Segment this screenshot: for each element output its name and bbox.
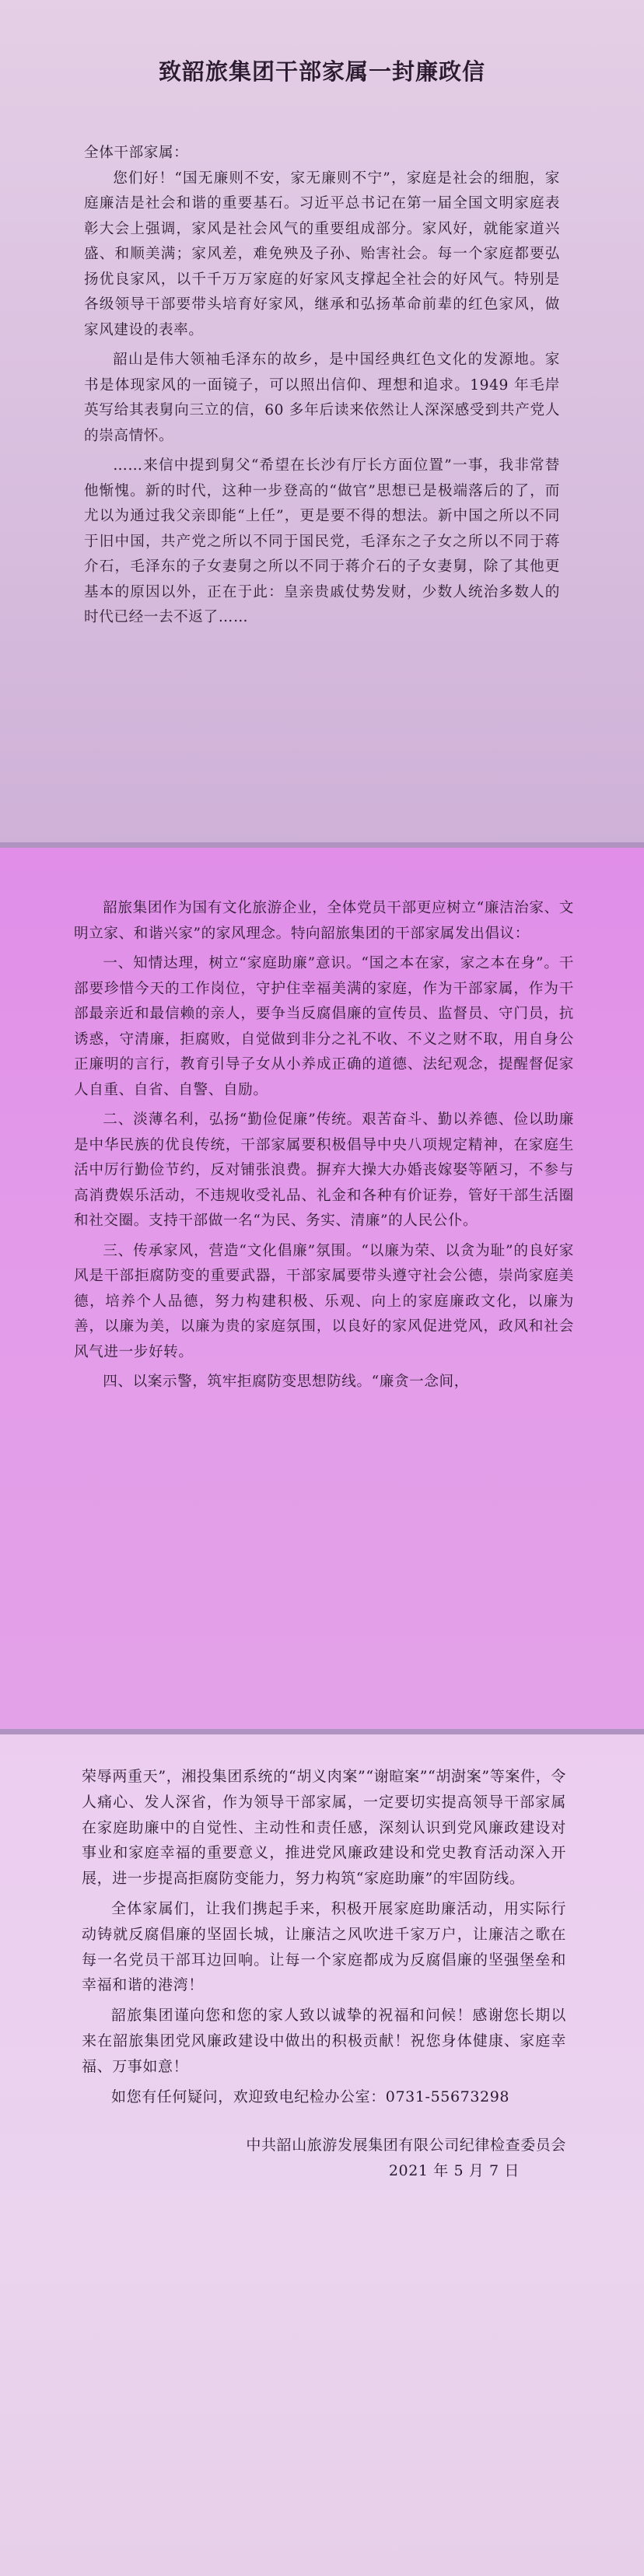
- letter-title: 致韶旅集团干部家属一封廉政信: [158, 58, 485, 85]
- contact-line: 如您有任何疑问，欢迎致电纪检办公室：0731-55673298: [111, 2088, 510, 2105]
- paragraph: 您们好！“国无廉则不安，家无廉则不宁”，家庭是社会的细胞，家庭廉洁是社会和谐的重要基石。习近平总书记在第一届全国文明家庭表彰大会上强调，家风是社会风气的重要组成部分。家风好，就能家道兴盛、和顺美满；家风差，难免殃及子孙、贻害社会。每一个家庭都要弘扬优良家风，以千千万万家庭的好家风支撑起全社会的好风气。特别是各级领导干部要带头培育好家风，继承和弘扬革命前辈的红色家风，做家风建设的表率。: [84, 170, 560, 338]
- letter-page-1: [0, 0, 644, 848]
- initiative-item-4: 四、以案示警，筑牢拒腐防变思想防线。“廉贪一念间，: [103, 1374, 469, 1390]
- greeting: 全体干部家属：: [84, 145, 189, 161]
- initiative-item-2: 二、淡薄名利，弘扬“勤俭促廉”传统。艰苦奋斗、勤以养德、俭以助廉是中华民族的优良传统，干部家属要积极倡导中央八项规定精神，在家庭生活中厉行勤俭节约，反对铺张浪费。摒弃大操大办婚丧嫁娶等陋习，不参与高消费娱乐活动，不违规收受礼品、礼金和各种有价证券，管好干部生活圈和社交圈。支持干部做一名“为民、务实、清廉”的人民公仆。: [74, 1111, 574, 1229]
- initiative-item-3: 三、传承家风，营造“文化倡廉”氛围。“以廉为荣、以贪为耻”的良好家风是干部拒腐防变的重要武器，干部家属要带头遵守社会公德，崇尚家庭美德，培养个人品德，努力构建积极、乐观、向上的家庭廉政文化，以廉为善，以廉为美，以廉为贵的家庭氛围，以良好的家风促进党风，政风和社会风气进一步好转。: [74, 1242, 574, 1360]
- paragraph: 韶旅集团谨向您和您的家人致以诚挚的祝福和问候！感谢您长期以来在韶旅集团党风廉政建设中做出的积极贡献！祝您身体健康、家庭幸福、万事如意！: [82, 2007, 566, 2075]
- letter-date: 2021 年 5 月 7 日: [388, 2162, 520, 2180]
- letter-page-2: [0, 848, 644, 1734]
- signature: 中共韶山旅游发展集团有限公司纪律检查委员会: [246, 2137, 566, 2154]
- paragraph: 韶山是伟大领袖毛泽东的故乡，是中国经典红色文化的发源地。家书是体现家风的一面镜子，可以照出信仰、理想和追求。1949 年毛岸英写给其表舅向三立的信，60 多年后读来依然让人深深感受到共产党人的崇高情怀。: [84, 352, 560, 444]
- paragraph: 全体家属们，让我们携起手来，积极开展家庭助廉活动，用实际行动铸就反腐倡廉的坚固长城，让廉洁之风吹进千家万户，让廉洁之歌在每一名党员干部耳边回响。让每一个家庭都成为反腐倡廉的坚强堡垒和幸福和谐的港湾！: [82, 1899, 566, 1994]
- initiative-item-1: 一、知情达理，树立“家庭助廉”意识。“国之本在家，家之本在身”。干部要珍惜今天的工作岗位，守护住幸福美满的家庭，作为干部家属，作为干部最亲近和最信赖的亲人，要争当反腐倡廉的宣传员、监督员、守门员，抗诱惑，守清廉，拒腐败，自觉做到非分之礼不收、不义之财不取，用自身公正廉明的言行，教育引导子女从小养成正确的道德、法纪观念，提醒督促家人自重、自省、自警、自励。: [74, 955, 574, 1098]
- quoted-letter-paragraph: ……来信中提到舅父“希望在长沙有厅长方面位置”一事，我非常替他惭愧。新的时代，这种一步登高的“做官”思想已是极端落后的了，而尤以为通过我父亲即能“上任”，更是要不得的想法。新中国之所以不同于旧中国，共产党之所以不同于国民党，毛泽东之子女之所以不同于蒋介石，毛泽东的子女妻舅之所以不同于蒋介石的子女妻舅，除了其他更基本的原因以外，正在于此：皇亲贵戚仗势发财，少数人统治多数人的时代已经一去不返了……: [84, 457, 560, 625]
- initiative-intro: 韶旅集团作为国有文化旅游企业，全体党员干部更应树立“廉洁治家、文明立家、和谐兴家”的家风理念。特向韶旅集团的干部家属发出倡议：: [74, 900, 574, 942]
- continuation-paragraph: 荣辱两重天”，湘投集团系统的“胡义肉案”“谢暄案”“胡澍案”等案件，令人痛心、发人深省，作为领导干部家属，一定要切实提高领导干部家属在家庭助廉中的自觉性、主动性和责任感，深刻认识到党风廉政建设对事业和家庭幸福的重要意义，推进党风廉政建设和党史教育活动深入开展，进一步提高拒腐防变能力，努力构筑“家庭助廉”的牢固防线。: [82, 1768, 566, 1888]
- letter-page-3: [0, 1734, 644, 2576]
